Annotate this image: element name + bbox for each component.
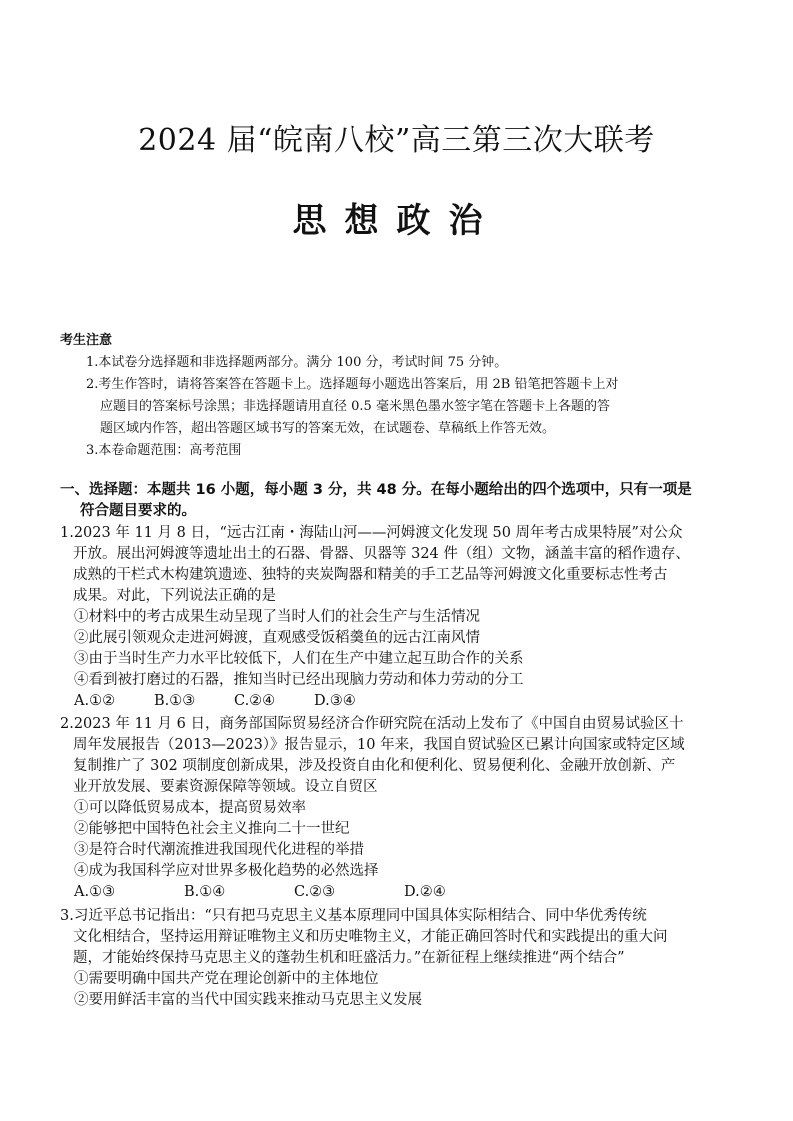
notice-item-2: 2.考生作答时，请将答案答在答题卡上。选择题每小题选出答案后，用 2B 铅笔把答题卡上对 xyxy=(86,377,619,392)
question-stem-continued: 题，才能始终保持马克思主义的蓬勃生机和旺盛活力。”在新征程上继续推进“两个结合” xyxy=(73,950,625,966)
answer-choice-b: B.①③ xyxy=(154,693,196,709)
answer-choice-b: B.①④ xyxy=(184,884,226,900)
answer-choices xyxy=(60,882,750,903)
notice-heading: 考生注意 xyxy=(60,333,113,348)
question-stem: 2.2023 年 11 月 6 日，商务部国际贸易经济合作研究院在活动上发布了《中国自由贸易试验区十 xyxy=(60,716,684,732)
statement-option: ②能够把中国特色社会主义推向二十一世纪 xyxy=(74,821,350,837)
statement-option: ④成为我国科学应对世界多极化趋势的必然选择 xyxy=(74,863,379,879)
question-stem-continued: 周年发展报告（2013—2023）》报告显示，10 年来，我国自贸试验区已累计向国家或特定区域 xyxy=(73,737,685,753)
statement-option: ③由于当时生产力水平比较低下，人们在生产中建立起互助合作的关系 xyxy=(74,651,524,667)
answer-choice-c: C.②④ xyxy=(234,693,276,709)
answer-choice-d: D.③④ xyxy=(314,693,356,709)
notice-item-2-continued: 应题目的答案标号涂黑；非选择题请用直径 0.5 毫米黑色墨水签字笔在答题卡上各题的答 xyxy=(100,399,610,414)
statement-option: ②要用鲜活丰富的当代中国实践来推动马克思主义发展 xyxy=(74,992,422,1008)
question-stem-continued: 文化相结合，坚持运用辩证唯物主义和历史唯物主义，才能正确回答时代和实践提出的重大问 xyxy=(73,929,668,945)
question-stem: 1.2023 年 11 月 8 日，“远古江南・海陆山河——河姆渡文化发现 50 周年考古成果特展”对公众 xyxy=(60,525,683,541)
notice-item-2-continued: 题区域内作答，超出答题区域书写的答案无效，在试题卷、草稿纸上作答无效。 xyxy=(100,421,556,436)
statement-option: ③是符合时代潮流推进我国现代化进程的举措 xyxy=(74,842,364,858)
subject-title: 思想政治 xyxy=(292,201,501,241)
answer-choice-c: C.②③ xyxy=(294,884,336,900)
answer-choice-a: A.①③ xyxy=(74,884,116,900)
answer-choices xyxy=(60,691,750,712)
notice-item-3: 3.本卷命题范围：高考范围 xyxy=(86,443,242,458)
section-heading xyxy=(60,480,750,522)
question-1 xyxy=(60,523,750,712)
section-instruction-continued: 符合题目要求的。 xyxy=(80,503,196,519)
question-stem-continued: 成果。对此，下列说法正确的是 xyxy=(73,588,276,604)
question-2 xyxy=(60,714,750,903)
answer-choice-a: A.①② xyxy=(74,693,116,709)
statement-option: ④看到被打磨过的石器，推知当时已经出现脑力劳动和体力劳动的分工 xyxy=(74,672,524,688)
statement-option: ①材料中的考古成果生动呈现了当时人们的社会生产与生活情况 xyxy=(74,609,480,625)
notice-item-1: 1.本试卷分选择题和非选择题两部分。满分 100 分，考试时间 75 分钟。 xyxy=(86,355,508,370)
statement-option: ①需要明确中国共产党在理论创新中的主体地位 xyxy=(74,971,379,987)
question-3 xyxy=(60,906,750,1011)
answer-choice-d: D.②④ xyxy=(404,884,446,900)
statement-option: ①可以降低贸易成本，提高贸易效率 xyxy=(74,800,306,816)
question-stem-continued: 业开放发展、要素资源保障等领域。设立自贸区 xyxy=(73,779,378,795)
statement-option: ②此展引领观众走进河姆渡，直观感受饭稻羹鱼的远古江南风情 xyxy=(74,630,480,646)
question-stem-continued: 开放。展出河姆渡等遗址出土的石器、骨器、贝器等 324 件（组）文物，涵盖丰富的稻作遗存、 xyxy=(73,546,690,562)
candidate-notice xyxy=(60,330,750,462)
question-stem-continued: 成熟的干栏式木构建筑遗迹、独特的夹炭陶器和精美的手工艺品等河姆渡文化重要标志性考古 xyxy=(73,567,668,583)
section-instruction: 一、选择题：本题共 16 小题，每小题 3 分，共 48 分。在每小题给出的四个选项中，只有一项是 xyxy=(60,482,692,498)
exam-title: 2024 届“皖南八校”高三第三次大联考 xyxy=(138,123,655,158)
question-stem: 3.习近平总书记指出：“只有把马克思主义基本原理同中国具体实际相结合、同中华优秀传统 xyxy=(60,908,647,924)
question-stem-continued: 复制推广了 302 项制度创新成果，涉及投资自由化和便利化、贸易便利化、金融开放创新、产 xyxy=(73,758,676,774)
